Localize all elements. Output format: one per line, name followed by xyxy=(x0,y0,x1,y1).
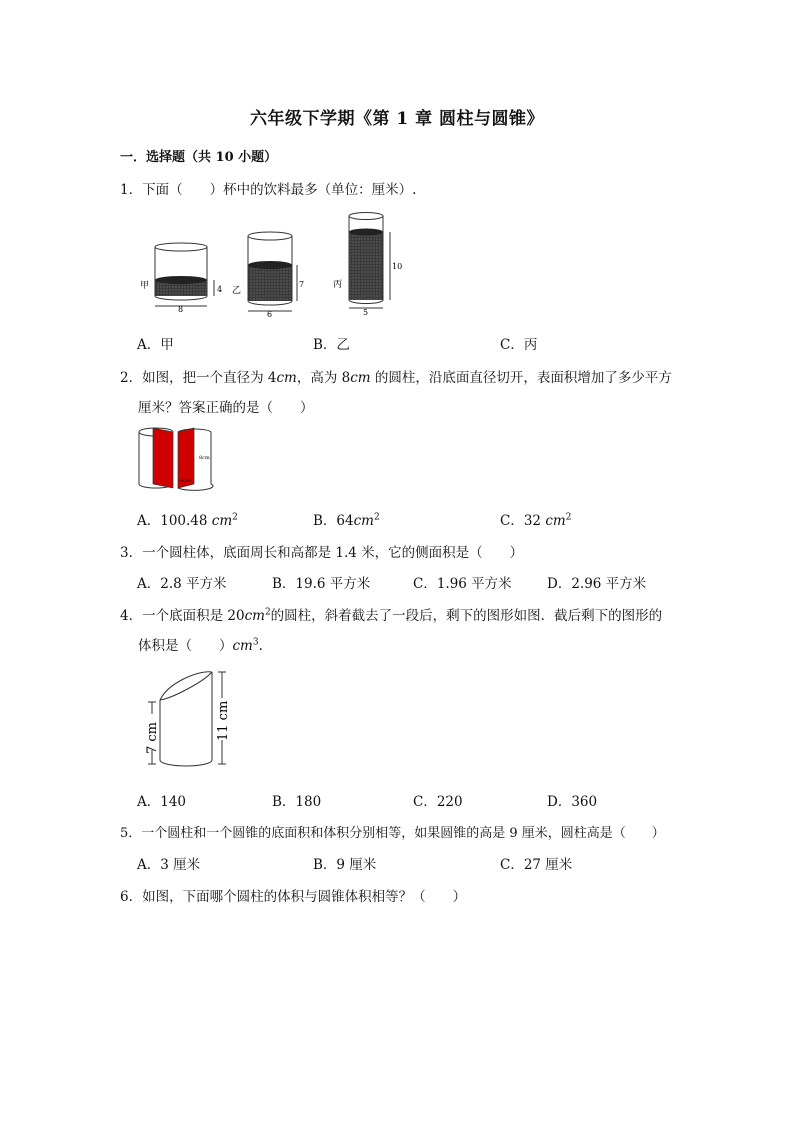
cup-yi-liquid-top xyxy=(248,261,292,269)
cup-bing-width: 5 xyxy=(363,308,369,317)
cup-bing-label: 丙 xyxy=(333,280,343,290)
cup-yi-liquid xyxy=(248,265,292,301)
cup-jia-base xyxy=(155,296,207,300)
q1-option-b[interactable]: B．乙 xyxy=(313,337,350,353)
cup-bing-liquid-top xyxy=(349,229,383,236)
q2-option-a-text: A．100.48 xyxy=(137,513,212,529)
q2-option-b-text: B．64 xyxy=(313,513,354,529)
cup-yi-label: 乙 xyxy=(232,286,242,296)
cup-jia-height: 4 xyxy=(217,285,223,294)
q4-line2-sup: 3 xyxy=(252,637,259,648)
cup-yi-height: 7 xyxy=(299,280,305,289)
q3-option-b[interactable]: B．19.6 平方米 xyxy=(272,576,371,592)
q2-option-c-text: C．32 xyxy=(500,513,546,529)
q2-text-part-3: 的圆柱，沿底面直径切开，表面积增加了多少平方 xyxy=(370,370,672,386)
q4-long-height: 11 cm xyxy=(216,700,231,741)
q4-text-part-2: 的圆柱，斜着截去了一段后，剩下的图形如图．截后剩下的图形的 xyxy=(270,608,663,624)
question-1-figure xyxy=(130,205,420,320)
cut-face-left xyxy=(153,428,173,488)
q1-option-a[interactable]: A．甲 xyxy=(137,337,174,353)
q2-height-label: 8cm xyxy=(199,455,210,461)
question-6-text: 6．如图，下面哪个圆柱的体积与圆锥体积相等？（ ） xyxy=(120,889,467,905)
q3-option-c[interactable]: C．1.96 平方米 xyxy=(413,576,512,592)
question-4-figure xyxy=(138,668,238,776)
q2-text-part-2: ，高为 8 xyxy=(296,370,351,386)
document-title: 六年级下学期《第 1 章 圆柱与圆锥》 xyxy=(249,109,545,129)
cup-jia-label: 甲 xyxy=(140,281,150,291)
q2-option-b-unit: cm xyxy=(353,513,374,529)
question-1-text: 1．下面（ ）杯中的饮料最多（单位：厘米）. xyxy=(120,182,417,198)
q2-option-b[interactable] xyxy=(313,509,380,529)
q2-option-b-sup: 2 xyxy=(373,512,380,523)
q4-option-d[interactable]: D．360 xyxy=(547,794,598,810)
q2-option-a[interactable] xyxy=(137,509,238,529)
q2-option-a-sup: 2 xyxy=(232,512,238,523)
q4-option-c[interactable]: C．220 xyxy=(413,794,463,810)
cup-bing-liquid xyxy=(349,232,383,300)
half-cylinder-right xyxy=(178,428,213,490)
q2-option-c-unit: cm xyxy=(545,513,566,529)
cup-bing xyxy=(333,213,402,318)
cup-bing-rim xyxy=(349,213,383,220)
q4-sup: 2 xyxy=(264,607,271,618)
question-2-line-1 xyxy=(120,366,672,386)
cup-yi-width: 6 xyxy=(267,310,273,319)
q2-unit-2: cm xyxy=(350,370,371,386)
cup-jia xyxy=(140,243,222,314)
q4-line2-end: . xyxy=(258,638,263,654)
cup-bing-height: 10 xyxy=(392,262,403,271)
q2-text-part-1: 2．如图，把一个直径为 4 xyxy=(120,370,277,386)
q3-option-d[interactable]: D．2.96 平方米 xyxy=(547,576,647,592)
q2-option-c-sup: 2 xyxy=(565,512,572,523)
q4-short-height: 7 cm xyxy=(145,721,160,754)
q4-unit: cm xyxy=(244,608,265,624)
half-cylinder-left xyxy=(139,428,173,488)
q4-line2-unit: cm xyxy=(232,638,253,654)
question-5-text: 5．一个圆柱和一个圆锥的底面积和体积分别相等，如果圆锥的高是 9 厘米，圆柱高是（ ） xyxy=(120,826,665,841)
q1-option-c[interactable]: C．丙 xyxy=(500,337,538,353)
cup-yi-rim xyxy=(248,232,292,240)
cup-jia-width: 8 xyxy=(178,305,184,314)
q4-option-b[interactable]: B．180 xyxy=(272,794,322,810)
q2-option-c[interactable] xyxy=(500,509,571,529)
q2-unit-1: cm xyxy=(276,370,297,386)
q2-diameter-label: 4cm xyxy=(180,478,191,484)
q5-option-a[interactable]: A．3 厘米 xyxy=(137,857,201,873)
question-4-line-2 xyxy=(138,634,263,654)
q3-option-a[interactable]: A．2.8 平方米 xyxy=(137,576,227,592)
question-2-line-2: 厘米？答案正确的是（ ） xyxy=(138,400,314,416)
question-3-text: 3．一个圆柱体，底面周长和高都是 1.4 米，它的侧面积是（ ） xyxy=(120,545,524,561)
cup-yi-base xyxy=(248,301,292,305)
cup-yi xyxy=(232,232,304,319)
q5-option-b[interactable]: B．9 厘米 xyxy=(313,857,377,873)
cup-jia-liquid-top xyxy=(155,276,207,284)
q4-text-part-1: 4．一个底面积是 20 xyxy=(120,608,245,624)
q4-line2-text: 体积是（ ） xyxy=(138,638,233,654)
section-heading: 一．选择题（共 10 小题） xyxy=(120,150,278,165)
cup-bing-base xyxy=(349,300,383,304)
question-4-line-1 xyxy=(120,604,662,624)
question-2-figure xyxy=(136,422,216,494)
q2-option-a-unit: cm xyxy=(211,513,233,529)
q4-option-a[interactable]: A．140 xyxy=(137,794,187,810)
truncated-cylinder xyxy=(142,672,231,766)
cup-jia-rim xyxy=(155,243,207,251)
q5-option-c[interactable]: C．27 厘米 xyxy=(500,857,573,873)
